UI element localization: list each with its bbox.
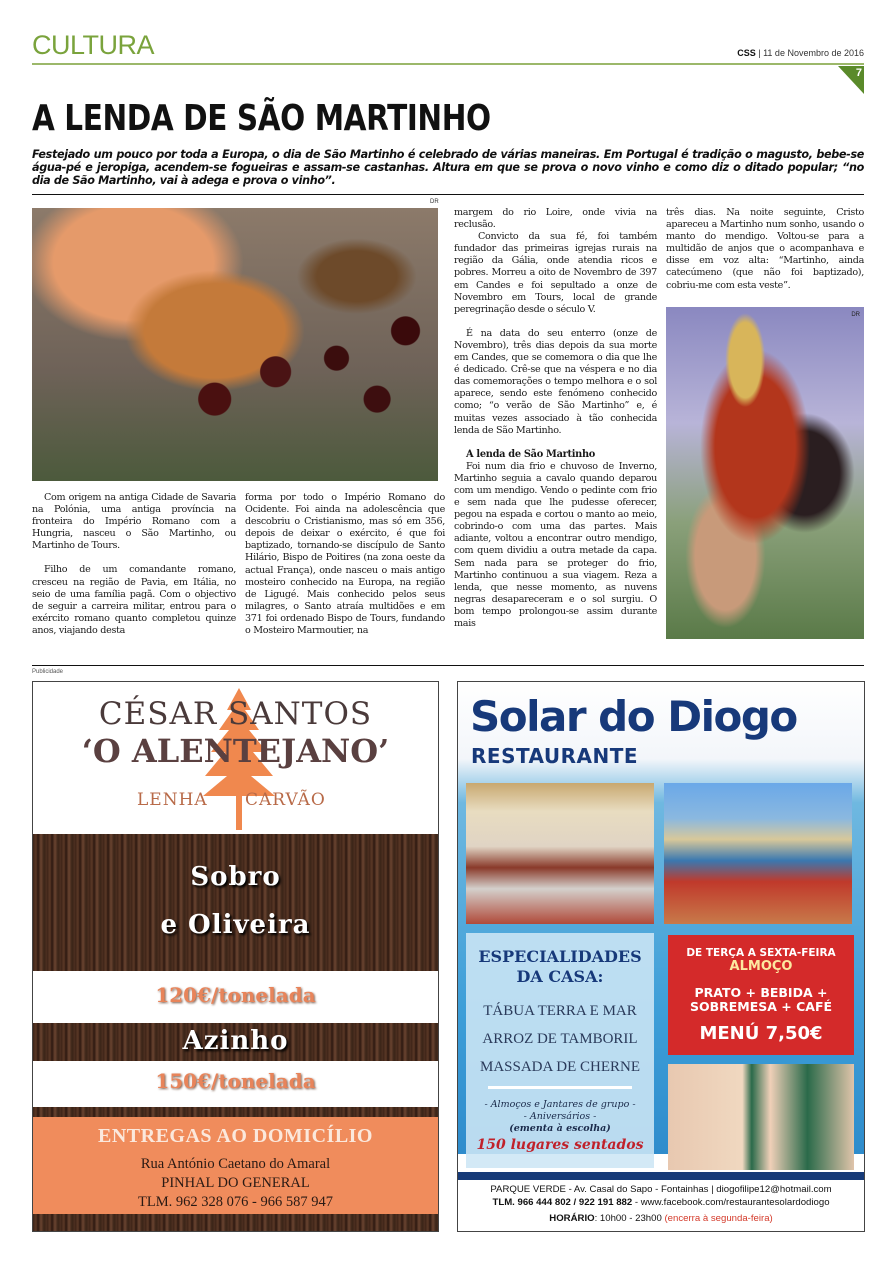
article-column-1 xyxy=(32,492,236,637)
divider xyxy=(32,194,864,195)
separator: | xyxy=(758,48,761,58)
article-paragraph: Convicto da sua fé, foi também fundador das primeiras igrejas rurais na região da Gália, onde atendia ricos e pobres. Morreu a oito de Novembro de 397 em Candes e foi sepultado a onze de Novembro em Tours, local de grande peregrinação desde o século V. xyxy=(454,231,657,315)
specialties-heading: ESPECIALIDADES xyxy=(478,947,642,966)
article-paragraph: Foi num dia frio e chuvoso de Inverno, Martinho seguia a cavalo quando deparou com um mendigo. Vendo o pedinte com frio e sem nada que lhe pudesse oferecer, pegou na espada e cortou o manto ao meio, cobrindo-o com uma das partes. Mais adiante, voltou a encontrar outro mendigo, com quem dividiu a outra metade da capa. Sem nada para se proteger do frio, Martinho continuou a sua viagem. Reza a lenda, que nesse momento, as nuvens negras desapareceram e o sol surgiu. O bom tempo prolongou-se assim durante mais xyxy=(454,460,657,629)
wood-type-1: Sobro xyxy=(190,862,281,892)
photo-credit: DR xyxy=(851,312,860,318)
article-paragraph: três dias. Na noite seguinte, Cristo apareceu a Martinho num sonho, usando o manto do mendigo. Voltou-se para a multidão de anjos que o acompanhava e disse em voz alta: “Martinho, ainda catecúmeno (que não foi baptizado), cobriu-me com esta veste”. xyxy=(666,207,864,291)
product-firewood: LENHA xyxy=(137,790,208,810)
wood-price-2: 150€/tonelada xyxy=(155,1069,316,1093)
article-column-2 xyxy=(245,492,445,637)
wood-texture xyxy=(33,1107,438,1117)
restaurant-subtitle: RESTAURANTE xyxy=(471,744,639,768)
divider xyxy=(488,1086,632,1089)
pool-terrace-photo xyxy=(664,783,852,924)
saint-martin-illustration xyxy=(666,307,864,639)
header-meta xyxy=(737,48,864,58)
article-paragraph: É na data do seu enterro (onze de Novembro), três dias depois da sua morte em Candes, que se comemora o dia que lhe é dedicado. Crê-se que na véspera e no dia das comemorações o tempo melhora e o sol aparece, sendo este fenómeno conhecido como; “o verão de São Martinho” e, é muitas vezes associado à tão conhecida lenda de São Martinho. xyxy=(454,327,657,436)
restaurant-contacts xyxy=(458,1197,864,1208)
address-street: Rua António Caetano do Amaral xyxy=(140,1156,331,1172)
divider xyxy=(32,665,864,666)
promo-meal: ALMOÇO xyxy=(729,959,793,974)
header-rule xyxy=(32,63,864,65)
restaurant-address: PARQUE VERDE - Av. Casal do Sapo - Fontainhas | diogofilipe12@hotmail.com xyxy=(490,1184,832,1195)
article-subheading: A lenda de São Martinho xyxy=(466,448,596,460)
group-meals-note: - Almoços e Jantares de grupo - xyxy=(484,1099,636,1110)
promo-items: PRATO + BEBIDA + xyxy=(694,985,828,1000)
hours-value: : 10h00 - 23h00 xyxy=(594,1213,665,1224)
promo-items: SOBREMESA + CAFÉ xyxy=(689,999,833,1014)
wood-type-2: Azinho xyxy=(182,1026,289,1056)
article-column-4 xyxy=(666,207,864,292)
restaurant-website[interactable]: - www.facebook.com/restaurantesolardodiogo xyxy=(632,1197,830,1208)
delivery-box xyxy=(33,1117,438,1214)
business-name: CÉSAR SANTOS xyxy=(98,696,373,732)
address-locality: PINHAL DO GENERAL xyxy=(161,1175,310,1191)
page-number-tab xyxy=(838,66,864,94)
ad-header xyxy=(33,682,438,834)
dining-room-photo xyxy=(466,783,654,924)
specialties-box xyxy=(466,933,654,1168)
promo-price: MENÚ 7,50€ xyxy=(699,1023,823,1044)
seating-capacity: 150 lugares sentados xyxy=(476,1137,644,1153)
chestnuts-photo xyxy=(32,208,438,481)
opening-hours xyxy=(458,1213,864,1224)
photo-credit: DR xyxy=(430,199,439,205)
restaurant-phones: TLM. 966 444 802 / 922 191 882 xyxy=(492,1197,633,1208)
article-lede: Festejado um pouco por toda a Europa, o dia de São Martinho é celebrado de várias maneiras. Em Portugal é tradição o magusto, bebe-se água-pé e jeropiga, acendem-se fogueiras e assam-se castanhas. Altura em que se prova o novo vinho e como diz o ditado popular; “no dia de São Martinho, vai à adega e prova o vinho”. xyxy=(32,148,864,187)
product-charcoal: CARVÃO xyxy=(245,790,326,810)
article-paragraph: Filho de um comandante romano, cresceu na região de Pavia, em Itália, no seio de uma família pagã. Com o objectivo de seguir a carreira militar, entrou para o exército romano quanto completou quinze anos, viajando desta xyxy=(32,564,236,636)
birthdays-note: - Aniversários - xyxy=(523,1111,597,1122)
hours-label: HORÁRIO xyxy=(549,1213,595,1224)
specialty-item: TÁBUA TERRA E MAR xyxy=(483,1003,637,1019)
advertising-label: Publicidade xyxy=(32,669,64,675)
article-title: A LENDA DE SÃO MARTINHO xyxy=(32,98,491,139)
page-number: 7 xyxy=(855,67,862,79)
wood-texture xyxy=(33,1214,438,1232)
article-paragraph: forma por todo o Império Romano do Ocidente. Foi ainda na adolescência que descobriu o Cristianismo, mas só em 356, depois de deixar o exército, é que foi baptizado, tornando-se discípulo de Santo Hilário, Bispo de Poitires (na zona oeste da actual França), onde nasceu o mais antigo mosteiro conhecido na Europa, na região de Ligugé. Mais conhecido pelos seus milagres, o Santo atraía multidões e em 371 foi ordenado Bispo de Tours, fundando o Mosteiro Marmoutier, na xyxy=(245,492,445,637)
promo-days: DE TERÇA A SEXTA-FEIRA xyxy=(686,947,836,959)
article-paragraph: Com origem na antiga Cidade de Savaria na Polónia, uma antiga província na fronteira do Império Romano com a Hungria, nasceu o São Martinho, ou Martinho de Tours. xyxy=(32,492,236,552)
delivery-title: ENTREGAS AO DOMICÍLIO xyxy=(98,1125,373,1147)
divider xyxy=(458,1172,864,1180)
lunch-promo-box xyxy=(668,935,854,1055)
issue-date: 11 de Novembro de 2016 xyxy=(763,48,864,58)
wood-price-1: 120€/tonelada xyxy=(155,983,316,1007)
specialty-item: MASSADA DE CHERNE xyxy=(479,1059,641,1075)
publication-name: CSS xyxy=(737,48,756,58)
specialties-heading: DA CASA: xyxy=(516,967,604,986)
section-title: CULTURA xyxy=(32,30,155,60)
article-paragraph: margem do rio Loire, onde vivia na reclusão. xyxy=(454,207,657,231)
business-nickname: ‘O ALENTEJANO’ xyxy=(81,732,390,770)
specialty-item: ARROZ DE TAMBORIL xyxy=(482,1031,638,1047)
ad-solar-do-diogo[interactable] xyxy=(457,681,865,1232)
closed-day: (encerra à segunda-feira) xyxy=(664,1213,773,1224)
wood-type-1-cont: e Oliveira xyxy=(160,910,311,940)
menu-choice-note: (ementa à escolha) xyxy=(509,1123,611,1134)
wood-texture xyxy=(33,834,438,971)
phone-numbers: TLM. 962 328 076 - 966 587 947 xyxy=(138,1194,333,1210)
restaurant-name: Solar do Diogo xyxy=(470,692,797,741)
ad-cesar-santos[interactable] xyxy=(32,681,439,1232)
restaurant-front-photo xyxy=(668,1064,854,1170)
article-column-3 xyxy=(454,207,657,630)
